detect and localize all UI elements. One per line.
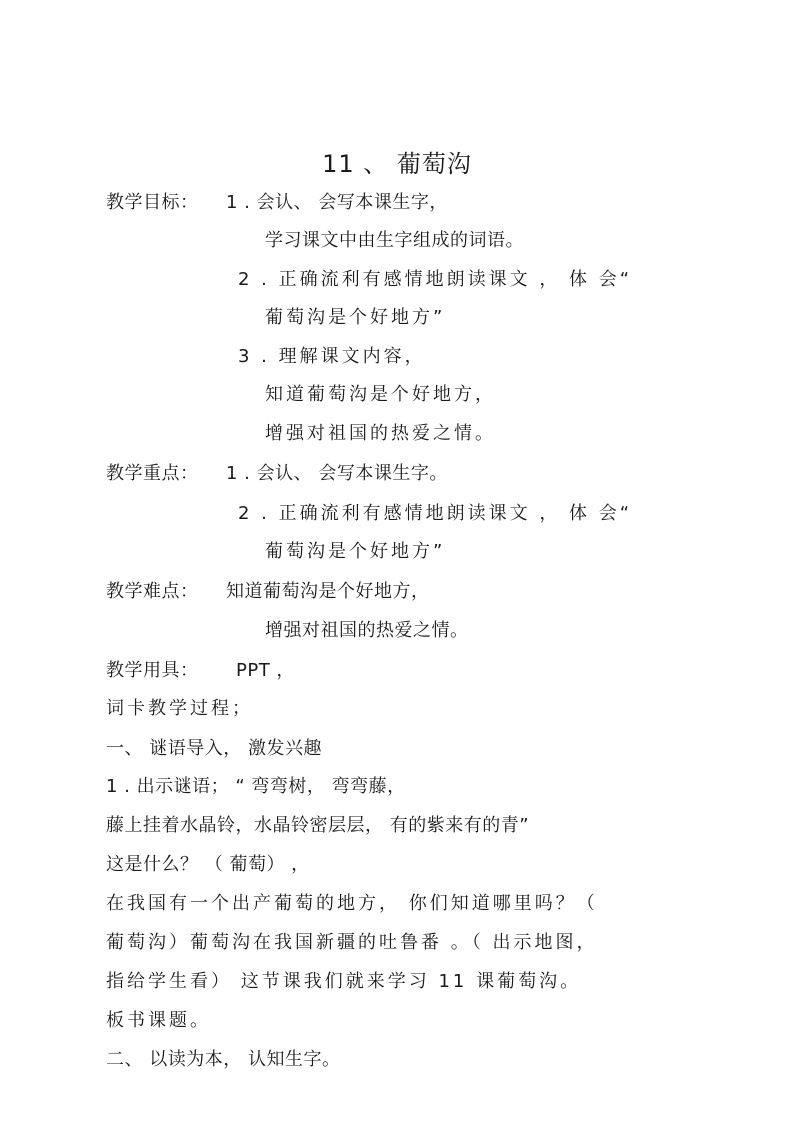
objective-1-line-1: 1 . 会认、 会写本课生字， bbox=[226, 192, 448, 213]
key-point-1: 1 . 会认、 会写本课生字。 bbox=[226, 463, 448, 484]
objective-3-line-2: 知道葡萄沟是个好地方， bbox=[265, 384, 496, 405]
tools-value: PPT ， bbox=[236, 660, 295, 681]
section-1-para-6: 指给学生看） 这节课我们就来学习 11 课葡萄沟。 bbox=[106, 971, 582, 992]
objective-2-line-2: 葡萄沟是个好地方” bbox=[265, 307, 446, 328]
objective-1-line-2: 学习课文中由生字组成的词语。 bbox=[265, 230, 524, 251]
key-point-2-line-1: 2 . 正确流利有感情地朗读课文 ， 体 会“ bbox=[238, 503, 633, 524]
section-1-heading: 一、 谜语导入， 激发兴趣 bbox=[106, 738, 322, 759]
objective-3-line-1: 3 . 理解课文内容， bbox=[238, 346, 426, 367]
section-1-para-7: 板书课题。 bbox=[106, 1010, 211, 1031]
section-1-para-5: 葡萄沟）葡萄沟在我国新疆的吐鲁番 。（ 出示地图， bbox=[106, 932, 598, 953]
difficulties-label: 教学难点： bbox=[106, 581, 199, 602]
difficulty-line-2: 增强对祖国的热爱之情。 bbox=[265, 620, 469, 641]
difficulty-line-1: 知道葡萄沟是个好地方， bbox=[226, 581, 430, 602]
key-point-2-line-2: 葡萄沟是个好地方” bbox=[265, 541, 446, 562]
objectives-label: 教学目标： bbox=[106, 192, 199, 213]
section-1-para-3: 这是什么？ （ 葡萄） ， bbox=[106, 854, 310, 875]
process-label: 词卡教学过程； bbox=[106, 698, 253, 719]
objective-2-line-1: 2 . 正确流利有感情地朗读课文 ， 体 会“ bbox=[238, 269, 633, 290]
key-points-label: 教学重点： bbox=[106, 463, 199, 484]
tools-label: 教学用具： bbox=[106, 660, 199, 681]
section-1-para-4: 在我国有一个出产葡萄的地方， 你们知道哪里吗？（ bbox=[106, 893, 598, 914]
section-2-heading: 二、 以读为本， 认知生字。 bbox=[106, 1049, 341, 1070]
objective-3-line-3: 增强对祖国的热爱之情。 bbox=[265, 423, 496, 444]
lesson-title: 11 、 葡萄沟 bbox=[322, 150, 472, 178]
section-1-para-2: 藤上挂着水晶铃，水晶铃密层层， 有的紫来有的青” bbox=[106, 815, 530, 836]
section-1-para-1: 1 . 出示谜语； “ 弯弯树， 弯弯藤， bbox=[106, 776, 406, 797]
